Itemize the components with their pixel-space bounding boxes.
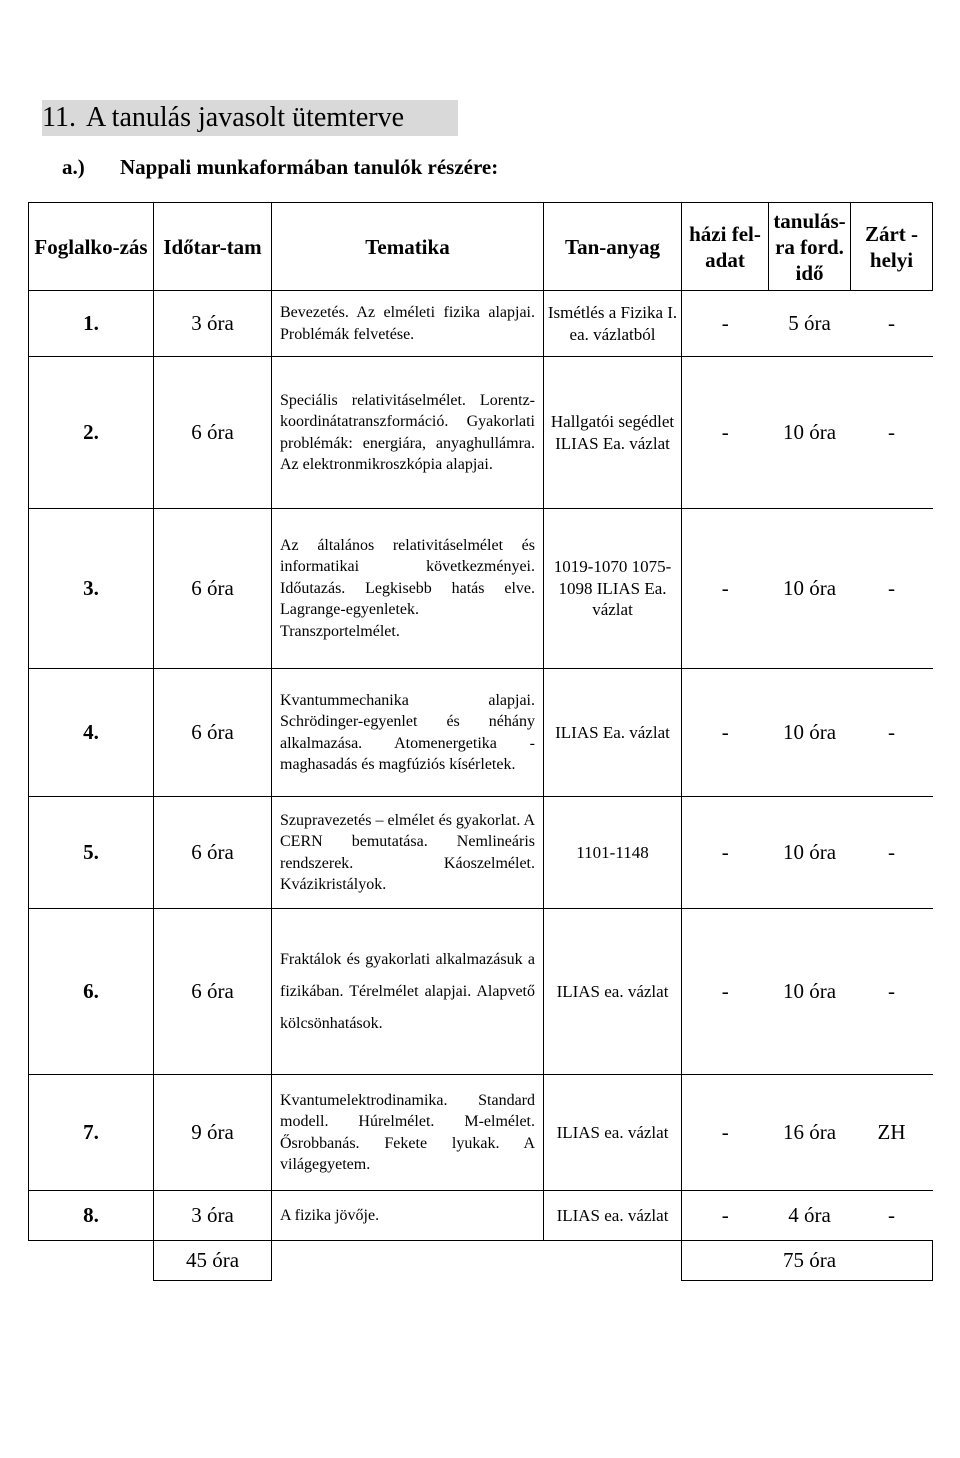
row-homework: - [682, 1075, 769, 1191]
totals-blank-exam [851, 1241, 933, 1281]
row-topic: A fizika jövője. [272, 1191, 544, 1241]
row-homework: - [682, 1191, 769, 1241]
section-number: 11. [42, 102, 76, 133]
header-foglalkozas: Foglalko-zás [29, 203, 154, 291]
totals-blank [272, 1241, 544, 1281]
table-row [29, 797, 933, 909]
row-homework: - [682, 357, 769, 509]
row-number: 7. [29, 1075, 154, 1191]
row-number: 2. [29, 357, 154, 509]
table-row [29, 509, 933, 669]
row-study-time: 10 óra [769, 909, 851, 1075]
row-homework: - [682, 291, 769, 357]
section-title: A tanulás javasolt ütemterve [86, 102, 405, 133]
table-row [29, 669, 933, 797]
row-study-time: 5 óra [769, 291, 851, 357]
totals-blank-homework [682, 1241, 769, 1281]
subheading-text: Nappali munkaformában tanulók részére: [120, 155, 499, 179]
row-homework: - [682, 669, 769, 797]
row-exam: - [851, 797, 933, 909]
row-duration: 6 óra [154, 797, 272, 909]
table-row [29, 909, 933, 1075]
row-number: 5. [29, 797, 154, 909]
row-exam: - [851, 291, 933, 357]
table-row [29, 291, 933, 357]
total-study-time: 75 óra [769, 1241, 851, 1281]
row-duration: 6 óra [154, 669, 272, 797]
row-study-time: 10 óra [769, 669, 851, 797]
row-number: 4. [29, 669, 154, 797]
row-study-time: 10 óra [769, 797, 851, 909]
row-homework: - [682, 797, 769, 909]
header-tanulasra-ford-ido: tanulás-ra ford. idő [769, 203, 851, 291]
row-material: Ismétlés a Fizika I. ea. vázlatból [544, 291, 682, 357]
totals-row [29, 1241, 933, 1281]
totals-blank [29, 1241, 154, 1281]
row-duration: 3 óra [154, 1191, 272, 1241]
row-homework: - [682, 909, 769, 1075]
header-row [29, 203, 933, 291]
row-study-time: 10 óra [769, 509, 851, 669]
row-material: 1101-1148 [544, 797, 682, 909]
row-topic: Szupravezetés – elmélet és gyakorlat. A CERN bemutatása. Nemlineáris rendszerek. Káoszelmélet. Kvázikristályok. [272, 797, 544, 909]
row-topic: Kvantummechanika alapjai. Schrödinger-egyenlet és néhány alkalmazása. Atomenergetika - maghasadás és magfúziós kísérletek. [272, 669, 544, 797]
row-study-time: 16 óra [769, 1075, 851, 1191]
section-heading [42, 100, 458, 136]
header-tananyag: Tan-anyag [544, 203, 682, 291]
row-exam: ZH [851, 1075, 933, 1191]
row-topic: Fraktálok és gyakorlati alkalmazásuk a fizikában. Térelmélet alapjai. Alapvető kölcsönhatások. [272, 909, 544, 1075]
row-topic: Speciális relativitáselmélet. Lorentz-koordinátatranszformáció. Gyakorlati problémák: energiára, anyaghullámra. Az elektronmikroszkópia alapjai. [272, 357, 544, 509]
row-material: ILIAS Ea. vázlat [544, 669, 682, 797]
row-topic: Az általános relativitáselmélet és informatikai következményei. Időutazás. Legkisebb hatás elve. Lagrange-egyenletek. Transzportelmélet. [272, 509, 544, 669]
schedule-table [28, 202, 933, 1281]
subheading [62, 155, 498, 180]
table-row [29, 1191, 933, 1241]
total-duration: 45 óra [154, 1241, 272, 1281]
row-duration: 9 óra [154, 1075, 272, 1191]
row-homework: - [682, 509, 769, 669]
header-idotartam: Időtar-tam [154, 203, 272, 291]
row-topic: Bevezetés. Az elméleti fizika alapjai. Problémák felvetése. [272, 291, 544, 357]
header-hazi-feladat: házi fel-adat [682, 203, 769, 291]
row-topic: Kvantumelektrodinamika. Standard modell. Húrelmélet. M-elmélet. Ősrobbanás. Fekete lyukak. A világegyetem. [272, 1075, 544, 1191]
row-number: 8. [29, 1191, 154, 1241]
row-duration: 3 óra [154, 291, 272, 357]
row-exam: - [851, 357, 933, 509]
row-exam: - [851, 509, 933, 669]
row-exam: - [851, 1191, 933, 1241]
header-tematika: Tematika [272, 203, 544, 291]
row-material: ILIAS ea. vázlat [544, 1075, 682, 1191]
row-exam: - [851, 669, 933, 797]
row-duration: 6 óra [154, 509, 272, 669]
row-number: 1. [29, 291, 154, 357]
row-material: ILIAS ea. vázlat [544, 909, 682, 1075]
row-material: 1019-1070 1075-1098 ILIAS Ea. vázlat [544, 509, 682, 669]
row-material: ILIAS ea. vázlat [544, 1191, 682, 1241]
row-duration: 6 óra [154, 357, 272, 509]
subheading-label: a.) [62, 155, 85, 179]
row-duration: 6 óra [154, 909, 272, 1075]
table-row [29, 1075, 933, 1191]
table-row [29, 357, 933, 509]
row-material: Hallgatói segédlet ILIAS Ea. vázlat [544, 357, 682, 509]
row-exam: - [851, 909, 933, 1075]
row-number: 3. [29, 509, 154, 669]
totals-blank [544, 1241, 682, 1281]
row-study-time: 4 óra [769, 1191, 851, 1241]
row-study-time: 10 óra [769, 357, 851, 509]
header-zarthelyi: Zárt -helyi [851, 203, 933, 291]
row-number: 6. [29, 909, 154, 1075]
